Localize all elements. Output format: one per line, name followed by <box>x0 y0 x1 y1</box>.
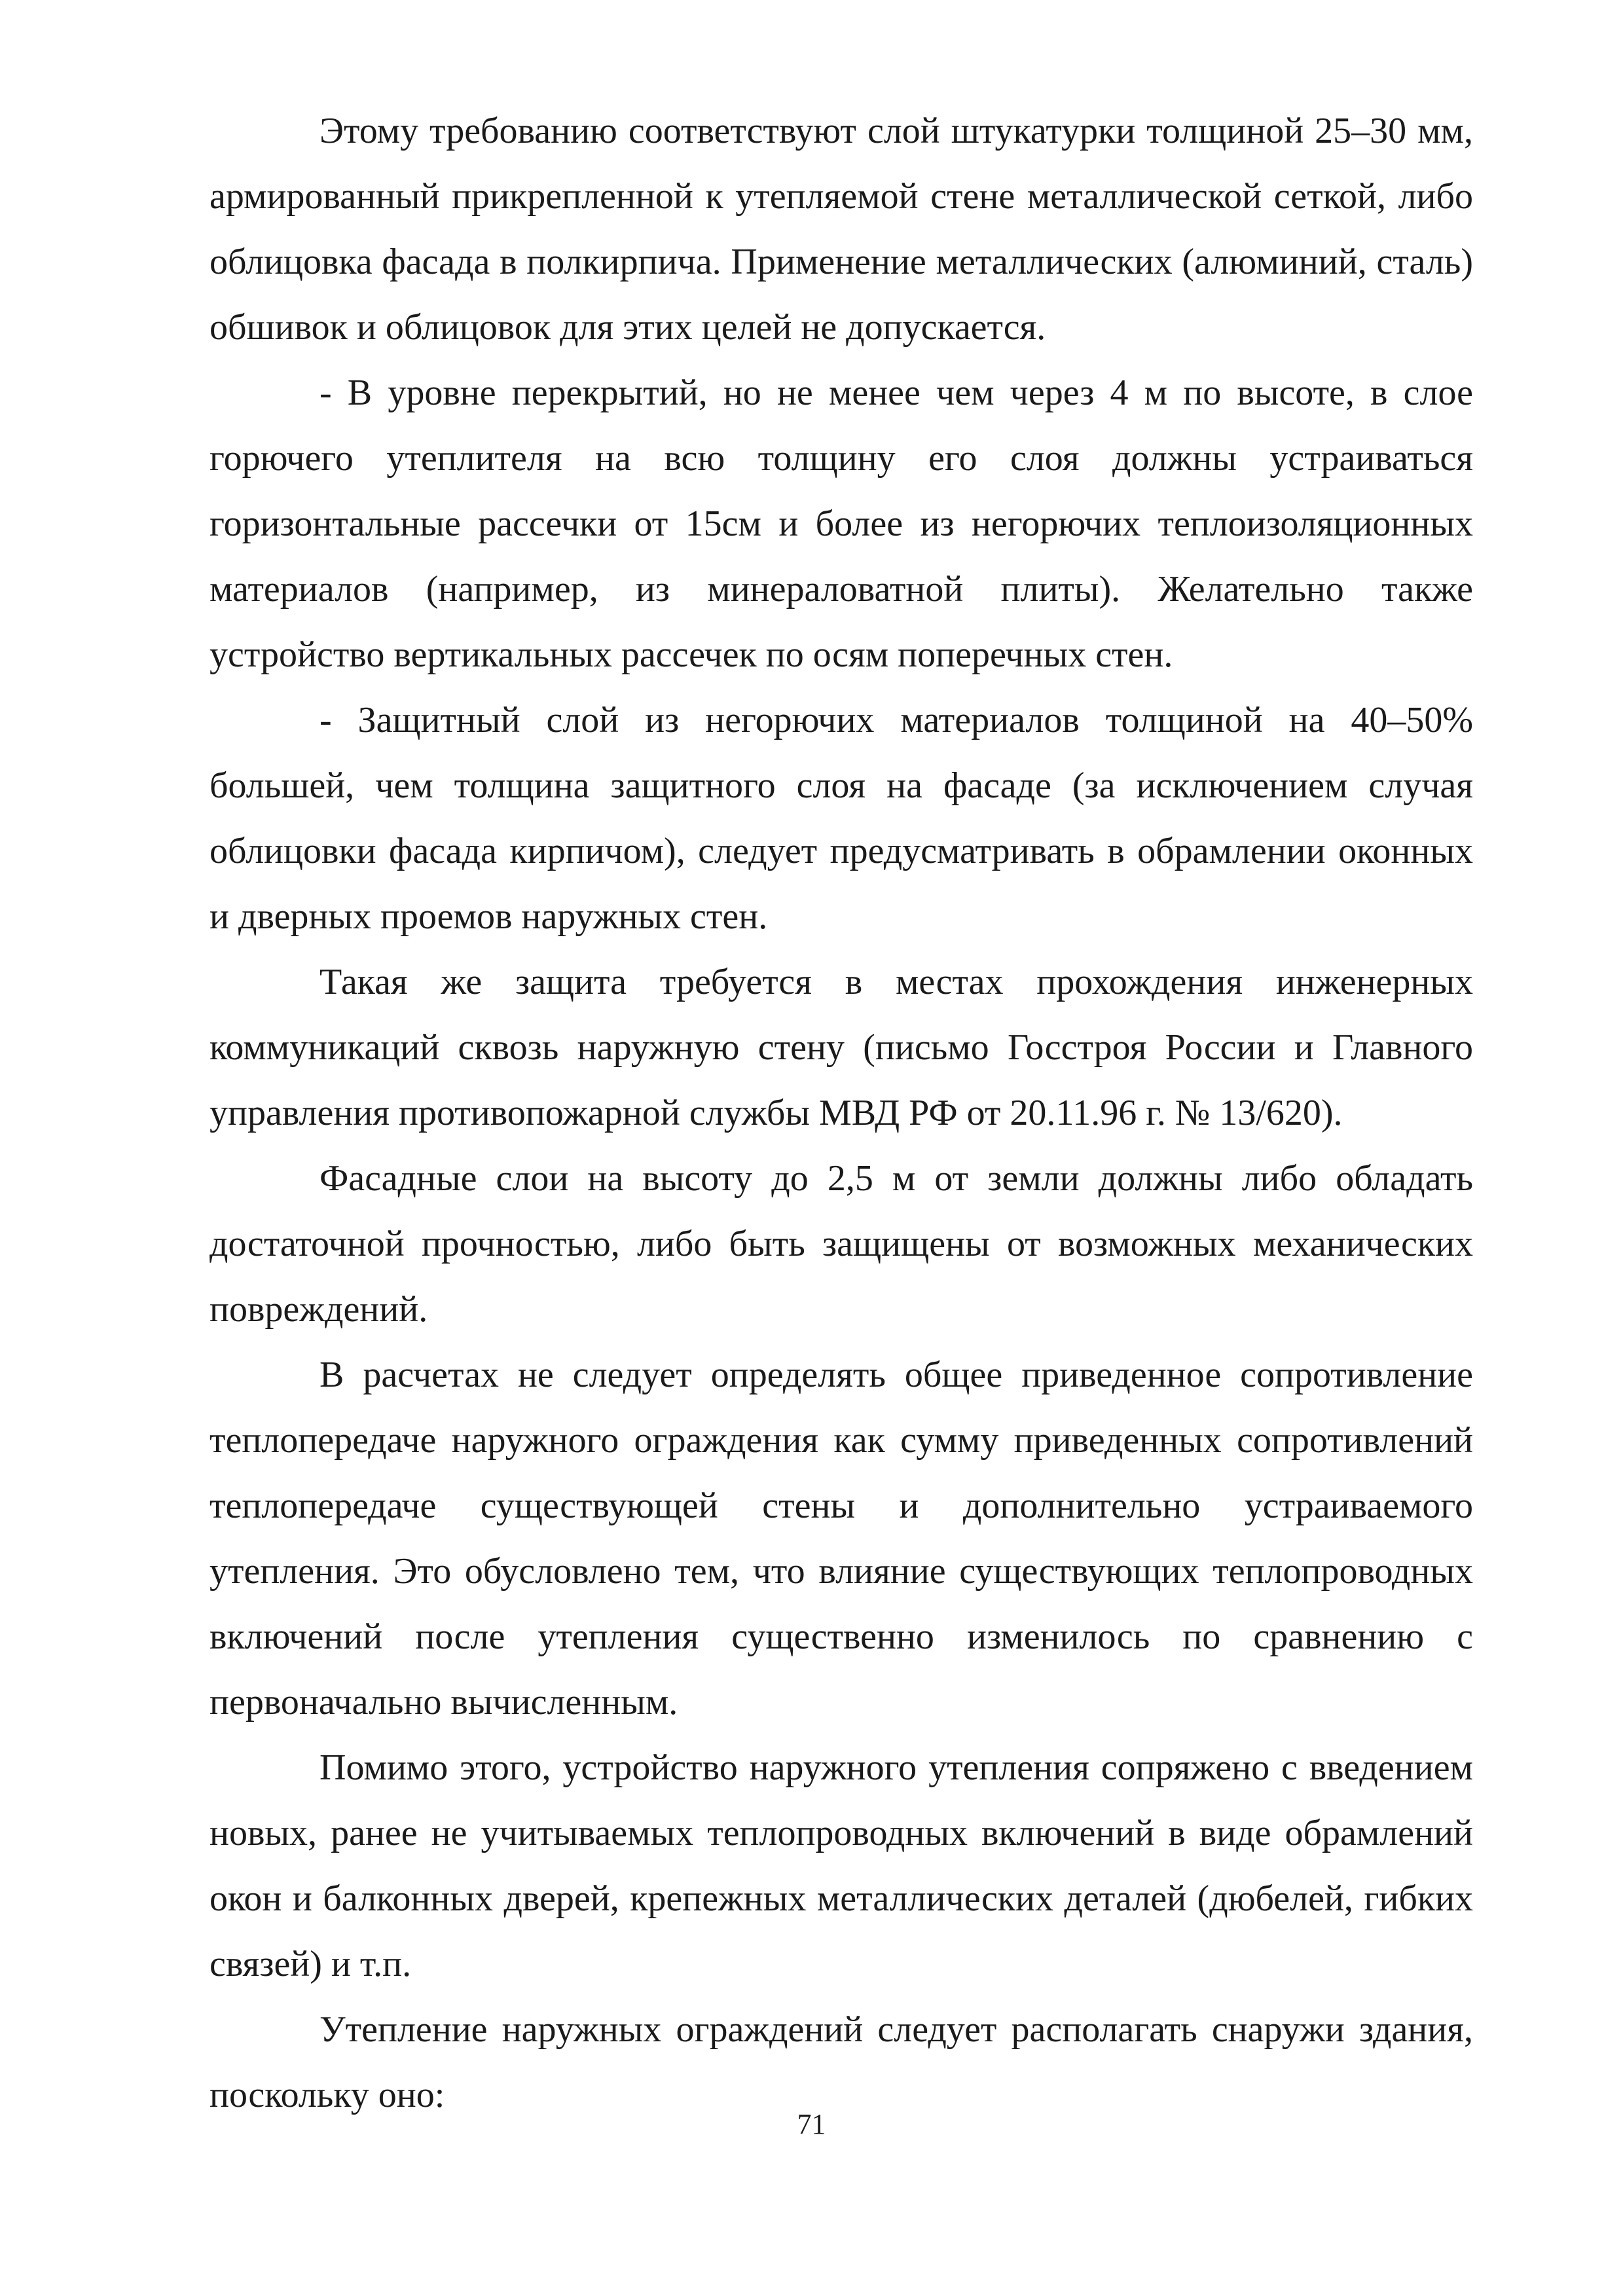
paragraph-8: Утепление наружных ограждений следует располагать снаружи здания, поскольку оно: <box>210 2009 1473 2115</box>
paragraph-6: В расчетах не следует определять общее приведенное сопротивление теплопередаче наружного ограждения как сумму приведенных сопротивлений теплопередаче существующей стены и дополнительно устраиваемого утепления. Это обусловлено тем, что влияние существующих теплопроводных включений после утепления существенно изменилось по сравнению с первоначально вычисленным. <box>210 1355 1473 1722</box>
paragraph-3: - Защитный слой из негорючих материалов толщиной на 40–50% большей, чем толщина защитного слоя на фасаде (за исключением случая облицовки фасада кирпичом), следует предусматривать в обрамлении оконных и дверных проемов наружных стен. <box>210 700 1473 937</box>
page-number: 71 <box>797 2108 826 2140</box>
page-body <box>210 98 1473 2128</box>
paragraph-2: - В уровне перекрытий, но не менее чем через 4 м по высоте, в слое горючего утеплителя на всю толщину его слоя должны устраиваться горизонтальные рассечки от 15см и более из негорючих теплоизоляционных материалов (например, из минераловатной плиты). Желательно также устройство вертикальных рассечек по осям поперечных стен. <box>210 373 1473 675</box>
paragraph-1: Этому требованию соответствуют слой штукатурки толщиной 25–30 мм, армированный прикрепленной к утепляемой стене металлической сеткой, либо облицовка фасада в полкирпича. Применение металлических (алюминий, сталь) обшивок и облицовок для этих целей не допускается. <box>210 111 1473 348</box>
paragraph-5: Фасадные слои на высоту до 2,5 м от земли должны либо обладать достаточной прочностью, либо быть защищены от возможных механических повреждений. <box>210 1158 1473 1330</box>
paragraph-4: Такая же защита требуется в местах прохождения инженерных коммуникаций сквозь наружную стену (письмо Госстроя России и Главного управления противопожарной службы МВД РФ от 20.11.96 г. № 13/620). <box>210 962 1473 1133</box>
paragraph-7: Помимо этого, устройство наружного утепления сопряжено с введением новых, ранее не учитываемых теплопроводных включений в виде обрамлений окон и балконных дверей, крепежных металлических деталей (дюбелей, гибких связей) и т.п. <box>210 1747 1473 1984</box>
